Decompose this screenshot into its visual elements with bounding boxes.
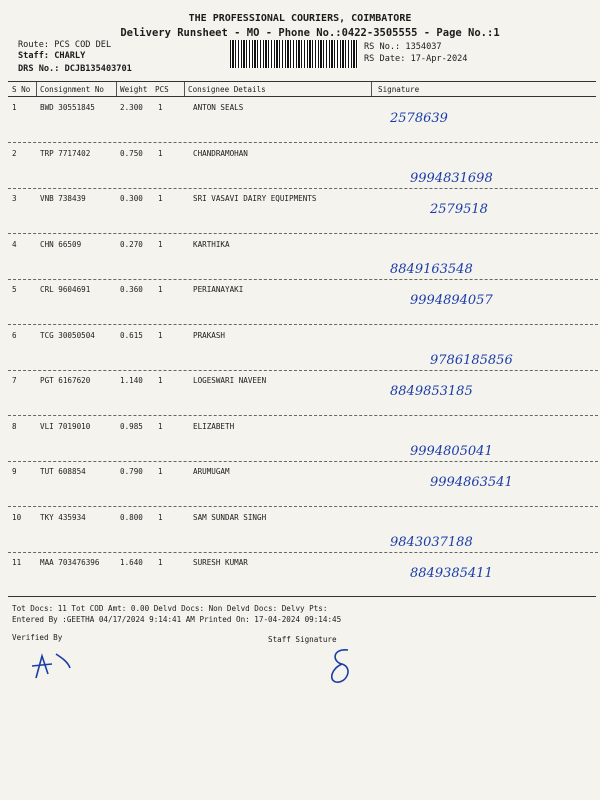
row-sno: 7 — [12, 376, 17, 385]
row-weight: 0.790 — [120, 467, 143, 476]
route-label: Route: PCS COD DEL — [18, 40, 112, 50]
company-name: THE PROFESSIONAL COURIERS, COIMBATORE — [188, 13, 412, 24]
row-divider — [8, 188, 598, 189]
row-pcs: 1 — [158, 330, 163, 340]
row-consignee: PRAKASH — [193, 330, 226, 340]
row-sno: 6 — [12, 330, 17, 340]
row-consignee: ANTON SEALS — [193, 103, 244, 112]
row-weight: 0.360 — [120, 285, 143, 294]
row-sno: 5 — [12, 285, 17, 294]
handwritten-phone-number: 8849853185 — [390, 384, 473, 399]
row-sno: 3 — [12, 194, 17, 203]
col-sno: S No — [12, 85, 31, 94]
entered-line: Entered By :GEETHA 04/17/2024 9:14:41 AM Printed On: 17-04-2024 09:14:45 — [12, 615, 342, 624]
row-pcs: 1 — [158, 194, 163, 203]
col-pcs: PCS — [155, 85, 169, 94]
handwritten-phone-number: 2578639 — [390, 111, 448, 126]
row-consignee: SURESH KUMAR — [193, 558, 248, 567]
handwritten-phone-number: 8849385411 — [410, 566, 493, 581]
row-divider — [8, 279, 598, 280]
row-pcs: 1 — [158, 376, 163, 385]
handwritten-phone-number: 9843037188 — [390, 534, 473, 550]
row-divider — [8, 142, 598, 143]
row-divider — [8, 552, 598, 553]
row-consignment-no: VLI 7019010 — [40, 421, 91, 431]
row-consignee: SRI VASAVI DAIRY EQUIPMENTS — [193, 194, 317, 203]
row-weight: 2.300 — [120, 103, 143, 112]
row-weight: 1.140 — [120, 376, 143, 385]
row-weight: 0.985 — [120, 421, 143, 431]
row-divider — [8, 370, 598, 371]
footer-rule — [8, 596, 596, 597]
row-weight: 1.640 — [120, 558, 143, 567]
row-consignment-no: BWD 30551845 — [40, 103, 95, 112]
row-consignment-no: PGT 6167620 — [40, 376, 91, 385]
row-sno: 9 — [12, 467, 17, 476]
row-pcs: 1 — [158, 285, 163, 294]
row-sno: 11 — [12, 558, 22, 567]
row-consignee: CHANDRAMOHAN — [193, 148, 248, 158]
row-pcs: 1 — [158, 558, 163, 567]
row-consignment-no: TRP 7717402 — [40, 148, 91, 158]
header-top-rule — [8, 81, 596, 82]
row-sno: 2 — [12, 148, 17, 158]
row-pcs: 1 — [158, 148, 163, 158]
row-consignee: KARTHIKA — [193, 239, 230, 249]
handwritten-phone-number: 9994894057 — [410, 293, 493, 308]
verifier-signature-mark — [28, 648, 74, 682]
row-pcs: 1 — [158, 467, 163, 476]
row-consignment-no: MAA 703476396 — [40, 558, 100, 567]
row-sno: 4 — [12, 239, 17, 249]
row-consignment-no: CRL 9604691 — [40, 285, 91, 294]
row-consignment-no: TUT 608854 — [40, 467, 86, 476]
handwritten-phone-number: 9994805041 — [410, 443, 493, 459]
row-consignment-no: TCG 30050504 — [40, 330, 95, 340]
staff-label: Staff: CHARLY — [18, 51, 86, 61]
row-pcs: 1 — [158, 239, 163, 249]
rs-number: RS No.: 1354037 — [364, 42, 442, 52]
row-weight: 0.750 — [120, 148, 143, 158]
rs-date: RS Date: 17-Apr-2024 — [364, 54, 468, 64]
row-consignee: ELIZABETH — [193, 421, 235, 431]
row-divider — [8, 461, 598, 462]
row-divider — [8, 324, 598, 325]
col-consignee: Consignee Details — [188, 85, 266, 94]
header-bottom-rule — [8, 96, 596, 97]
row-divider — [8, 233, 598, 234]
row-consignee: PERIANAYAKI — [193, 285, 244, 294]
handwritten-phone-number: 9786185856 — [430, 352, 513, 368]
row-weight: 0.300 — [120, 194, 143, 203]
col-weight: Weight — [120, 85, 148, 94]
totals-line: Tot Docs: 11 Tot COD Amt: 0.00 Delvd Docs: Non Delvd Docs: Delvy Pts: — [12, 604, 328, 613]
staff-signature-mark — [326, 646, 356, 686]
row-divider — [8, 506, 598, 507]
row-sno: 10 — [12, 512, 22, 522]
handwritten-phone-number: 9994831698 — [410, 170, 493, 186]
handwritten-phone-number: 8849163548 — [390, 261, 473, 277]
row-consignment-no: VNB 738439 — [40, 194, 86, 203]
row-weight: 0.270 — [120, 239, 143, 249]
row-sno: 1 — [12, 103, 17, 112]
verified-by-label: Verified By — [12, 633, 63, 642]
drs-number: DRS No.: DCJB135403701 — [18, 64, 132, 74]
row-consignee: ARUMUGAM — [193, 467, 230, 476]
row-consignment-no: TKY 435934 — [40, 512, 86, 522]
col-signature: Signature — [378, 85, 420, 94]
barcode — [230, 40, 358, 68]
col-consignment: Consignment No — [40, 85, 105, 94]
row-consignment-no: CHN 66509 — [40, 239, 82, 249]
staff-signature-label: Staff Signature — [268, 635, 337, 644]
row-pcs: 1 — [158, 512, 163, 522]
handwritten-phone-number: 2579518 — [430, 202, 488, 217]
row-sno: 8 — [12, 421, 17, 431]
runsheet-title: Delivery Runsheet - MO - Phone No.:0422-3505555 - Page No.:1 — [120, 27, 500, 39]
row-consignee: SAM SUNDAR SINGH — [193, 512, 267, 522]
row-pcs: 1 — [158, 103, 163, 112]
row-pcs: 1 — [158, 421, 163, 431]
row-consignee: LOGESWARI NAVEEN — [193, 376, 267, 385]
row-divider — [8, 415, 598, 416]
row-weight: 0.615 — [120, 330, 143, 340]
row-weight: 0.800 — [120, 512, 143, 522]
handwritten-phone-number: 9994863541 — [430, 475, 513, 490]
